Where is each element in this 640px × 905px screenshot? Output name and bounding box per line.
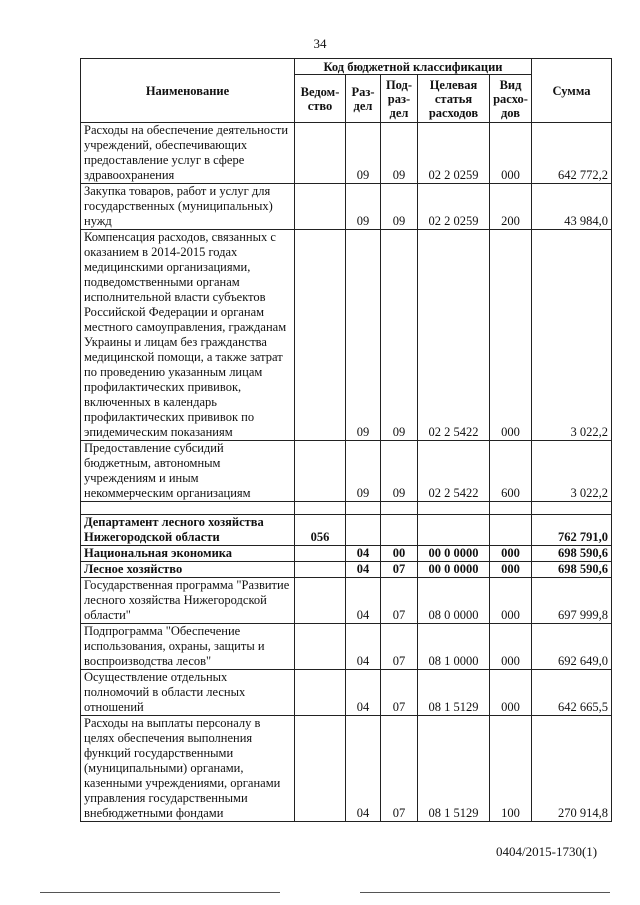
- cell-ved: [295, 184, 346, 230]
- cell-sum: 3 022,2: [532, 230, 612, 441]
- cell-vid: [490, 502, 532, 515]
- cell-name: Департамент лесного хозяйства Нижегородской области: [81, 515, 295, 546]
- cell-name: Подпрограмма "Обеспечение использования, охраны, защиты и воспроизводства лесов": [81, 624, 295, 670]
- footer-document-code: 0404/2015-1730(1): [496, 844, 598, 859]
- cell-razdel: 09: [346, 123, 381, 184]
- table-row: [81, 441, 612, 502]
- cell-razdel: 04: [346, 578, 381, 624]
- header-name: Наименование: [81, 59, 295, 123]
- budget-table: [80, 58, 612, 822]
- table-row: [81, 502, 612, 515]
- cell-sum: 642 665,5: [532, 670, 612, 716]
- table-row: [81, 123, 612, 184]
- cell-ved: [295, 578, 346, 624]
- cell-name: Закупка товаров, работ и услуг для государственных (муниципальных) нужд: [81, 184, 295, 230]
- cell-ved: [295, 546, 346, 562]
- cell-sum: 698 590,6: [532, 562, 612, 578]
- cell-name: Предоставление субсидий бюджетным, автономным учреждениям и иным некоммерческим организациям: [81, 441, 295, 502]
- cell-podrazdel: 07: [381, 578, 418, 624]
- table-row: [81, 578, 612, 624]
- cell-target: [418, 515, 490, 546]
- table-row: [81, 562, 612, 578]
- table-row: [81, 624, 612, 670]
- cell-ved: [295, 123, 346, 184]
- cell-target: 00 0 0000: [418, 562, 490, 578]
- header-classification-group: Код бюджетной классификации: [295, 59, 532, 75]
- cell-vid: 600: [490, 441, 532, 502]
- table-row: [81, 716, 612, 822]
- cell-ved: [295, 230, 346, 441]
- cell-target: 08 1 5129: [418, 716, 490, 822]
- cell-razdel: 04: [346, 624, 381, 670]
- table-row: [81, 230, 612, 441]
- cell-vid: 000: [490, 230, 532, 441]
- page-number: 34: [313, 36, 327, 51]
- cell-sum: 642 772,2: [532, 123, 612, 184]
- cell-name: Расходы на выплаты персоналу в целях обеспечения выполнения функций государственными (муниципальными) органами, казенными учреждениями, органами управления государственными внебюджетными фондами: [81, 716, 295, 822]
- cell-vid: 000: [490, 624, 532, 670]
- cell-sum: 270 914,8: [532, 716, 612, 822]
- cell-razdel: 09: [346, 230, 381, 441]
- cell-razdel: [346, 515, 381, 546]
- cell-name: Компенсация расходов, связанных с оказанием в 2014-2015 годах медицинскими организациями, подведомственными органам исполнительной власти субъектов Российской Федерации и органам местного самоуправления, гражданам Украины и лицам без гражданства медицинской помощи, а также затрат по проведению указанным лицам профилактических прививок, включенных в календарь профилактических прививок по эпидемическим показаниям: [81, 230, 295, 441]
- table-row: [81, 670, 612, 716]
- cell-ved: [295, 670, 346, 716]
- cell-name: Осуществление отдельных полномочий в области лесных отношений: [81, 670, 295, 716]
- table-row: [81, 184, 612, 230]
- cell-podrazdel: 09: [381, 184, 418, 230]
- cell-razdel: 04: [346, 670, 381, 716]
- cell-sum: 697 999,8: [532, 578, 612, 624]
- header-sum: Сумма: [532, 59, 612, 123]
- cell-target: 02 2 0259: [418, 184, 490, 230]
- cell-vid: 000: [490, 123, 532, 184]
- cell-razdel: 09: [346, 441, 381, 502]
- cell-sum: [532, 502, 612, 515]
- cell-vid: 000: [490, 546, 532, 562]
- cell-name: Лесное хозяйство: [81, 562, 295, 578]
- cell-razdel: 09: [346, 184, 381, 230]
- cell-target: 08 1 5129: [418, 670, 490, 716]
- cell-razdel: 04: [346, 562, 381, 578]
- cell-target: 02 2 0259: [418, 123, 490, 184]
- cell-ved: [295, 716, 346, 822]
- cell-name: [81, 502, 295, 515]
- header-razdel: Раз-дел: [346, 75, 381, 123]
- cell-sum: 692 649,0: [532, 624, 612, 670]
- cell-podrazdel: 07: [381, 562, 418, 578]
- cell-vid: 000: [490, 562, 532, 578]
- header-target: Целевая статья расходов: [418, 75, 490, 123]
- cell-podrazdel: 07: [381, 624, 418, 670]
- cell-ved: 056: [295, 515, 346, 546]
- cell-target: [418, 502, 490, 515]
- cell-target: 08 1 0000: [418, 624, 490, 670]
- cell-podrazdel: 07: [381, 670, 418, 716]
- cell-podrazdel: [381, 502, 418, 515]
- cell-sum: 43 984,0: [532, 184, 612, 230]
- cell-ved: [295, 624, 346, 670]
- cell-vid: 000: [490, 670, 532, 716]
- table-row: [81, 546, 612, 562]
- cell-podrazdel: [381, 515, 418, 546]
- cell-vid: 000: [490, 578, 532, 624]
- cell-vid: [490, 515, 532, 546]
- cell-target: 00 0 0000: [418, 546, 490, 562]
- cell-sum: 762 791,0: [532, 515, 612, 546]
- cell-podrazdel: 09: [381, 441, 418, 502]
- cell-sum: 698 590,6: [532, 546, 612, 562]
- cell-vid: 100: [490, 716, 532, 822]
- cell-sum: 3 022,2: [532, 441, 612, 502]
- cell-podrazdel: 09: [381, 230, 418, 441]
- cell-name: Расходы на обеспечение деятельности учреждений, обеспечивающих предоставление услуг в сфере здравоохранения: [81, 123, 295, 184]
- table-row: [81, 515, 612, 546]
- cell-target: 08 0 0000: [418, 578, 490, 624]
- cell-target: 02 2 5422: [418, 441, 490, 502]
- cell-podrazdel: 00: [381, 546, 418, 562]
- cell-podrazdel: 09: [381, 123, 418, 184]
- cell-name: Национальная экономика: [81, 546, 295, 562]
- scan-artifact-line: [40, 892, 280, 893]
- cell-target: 02 2 5422: [418, 230, 490, 441]
- cell-razdel: [346, 502, 381, 515]
- scan-artifact-line: [360, 892, 610, 893]
- cell-name: Государственная программа "Развитие лесного хозяйства Нижегородской области": [81, 578, 295, 624]
- cell-razdel: 04: [346, 716, 381, 822]
- cell-razdel: 04: [346, 546, 381, 562]
- header-vid: Вид расхо-дов: [490, 75, 532, 123]
- cell-ved: [295, 502, 346, 515]
- header-vedomstvo: Ведом-ство: [295, 75, 346, 123]
- cell-ved: [295, 441, 346, 502]
- cell-podrazdel: 07: [381, 716, 418, 822]
- cell-ved: [295, 562, 346, 578]
- header-podrazdel: Под-раз-дел: [381, 75, 418, 123]
- cell-vid: 200: [490, 184, 532, 230]
- table-body: [81, 123, 612, 822]
